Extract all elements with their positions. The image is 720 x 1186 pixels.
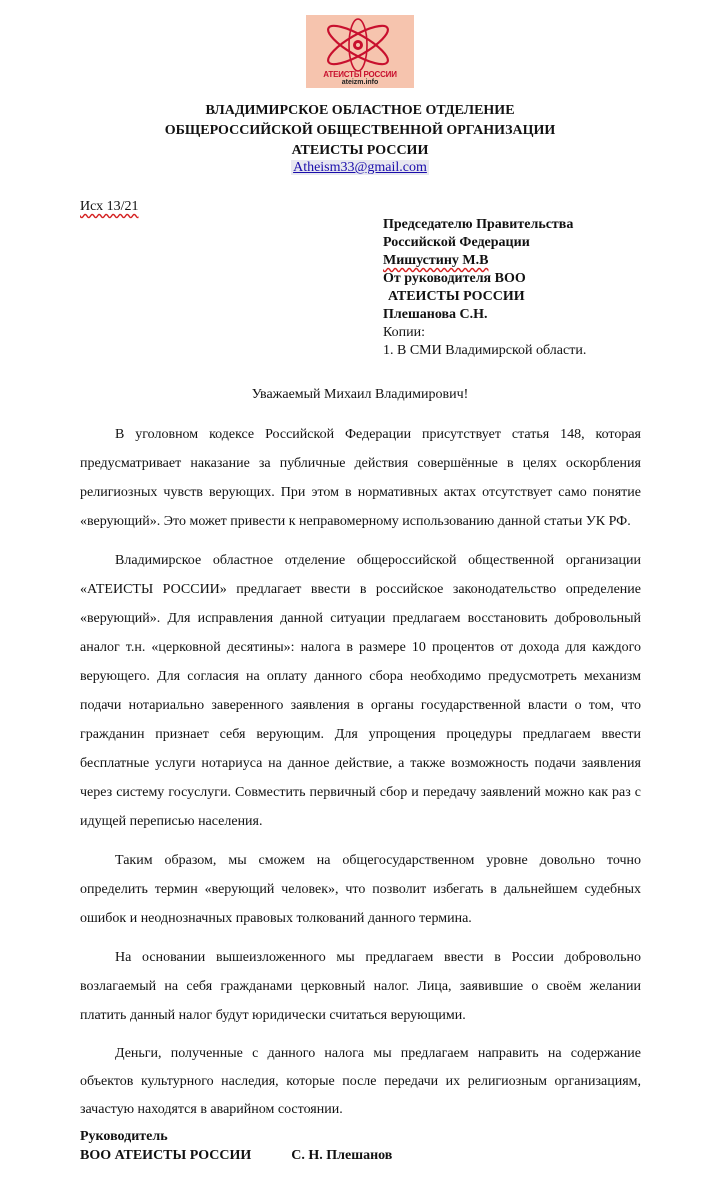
email-link[interactable]: Atheism33@gmail.com: [293, 160, 427, 175]
org-line-2: ОБЩЕРОССИЙСКОЙ ОБЩЕСТВЕННОЙ ОРГАНИЗАЦИИ: [164, 123, 556, 138]
addressee-block: [383, 216, 586, 360]
outgoing-reference-number: Исх 13/21: [80, 199, 139, 214]
email-line: [0, 159, 720, 177]
salutation: Уважаемый Михаил Владимирович!: [251, 387, 469, 402]
signature-title: Руководитель: [80, 1129, 168, 1144]
paragraph: В уголовном кодексе Российской Федерации присутствует статья 148, которая предусматривает наказание за публичные действия совершённые в целях оскорбления религиозных чувств верующих. При этом в нормативных актах отсутствует само понятие «верующий». Это может привести к неправомерному использованию данной статьи УК РФ.: [80, 427, 641, 529]
addressee-line: Председателю Правительства: [383, 217, 574, 232]
logo-text: АТЕИСТЫ РОССИИ: [323, 70, 397, 79]
signature-name: С. Н. Плешанов: [291, 1148, 393, 1163]
logo-url: ateizm.info: [341, 79, 379, 86]
addressee-name: Мишустину М.В: [383, 253, 489, 268]
sender-org: АТЕИСТЫ РОССИИ: [388, 289, 525, 304]
paragraph: На основании вышеизложенного мы предлагаем ввести в России добровольно возлагаемый на себя гражданами церковный налог. Лица, заявившие о своём желании платить данный налог будут юридически считаться верующими.: [80, 950, 641, 1023]
paragraph: Деньги, полученные с данного налога мы предлагаем направить на содержание объектов культурного наследия, которые после передачи их религиозным организациям, зачастую находятся в аварийном состоянии.: [80, 1046, 641, 1117]
signature-block: [80, 1127, 392, 1165]
sender-line: От руководителя ВОО: [383, 271, 526, 286]
organization-logo: [306, 15, 414, 88]
copies-item: 1. В СМИ Владимирской области.: [383, 343, 587, 358]
org-line-3: АТЕИСТЫ РОССИИ: [291, 143, 429, 158]
organization-header: [0, 101, 720, 161]
paragraph: Таким образом, мы сможем на общегосударственном уровне довольно точно определить термин «верующий человек», что позволит избегать в дальнейшем судебных ошибок и неоднозначных правовых толкований данного термина.: [80, 853, 641, 926]
org-line-1: ВЛАДИМИРСКОЕ ОБЛАСТНОЕ ОТДЕЛЕНИЕ: [205, 103, 515, 118]
signature-line: [80, 1146, 392, 1165]
sender-name: Плешанова С.Н.: [383, 307, 488, 322]
addressee-line: [383, 252, 586, 270]
copies-label: Копии:: [383, 325, 426, 340]
letter-body: [80, 420, 641, 1134]
addressee-line: Российской Федерации: [383, 235, 530, 250]
paragraph: Владимирское областное отделение общероссийской общественной организации «АТЕИСТЫ РОССИИ» предлагает ввести в российское законодательство определение «верующий». Для исправления данной ситуации предлагаем восстановить добровольный аналог т.н. «церковной десятины»: налога в размере 10 процентов от дохода для каждого верующего. Для согласия на оплату данного сбора необходимо предусмотреть механизм подачи нотариально заверенного заявления в органы государственной власти о том, что гражданин признает себя верующим. Для упрощения процедуры предлагаем ввести бесплатные услуги нотариуса на данное действие, а также возможность подачи заявления через систему госуслуги. Совместить первичный сбор и передачу заявлений можно как раз с идущей переписью населения.: [80, 553, 641, 829]
signature-org: ВОО АТЕИСТЫ РОССИИ: [80, 1148, 252, 1163]
